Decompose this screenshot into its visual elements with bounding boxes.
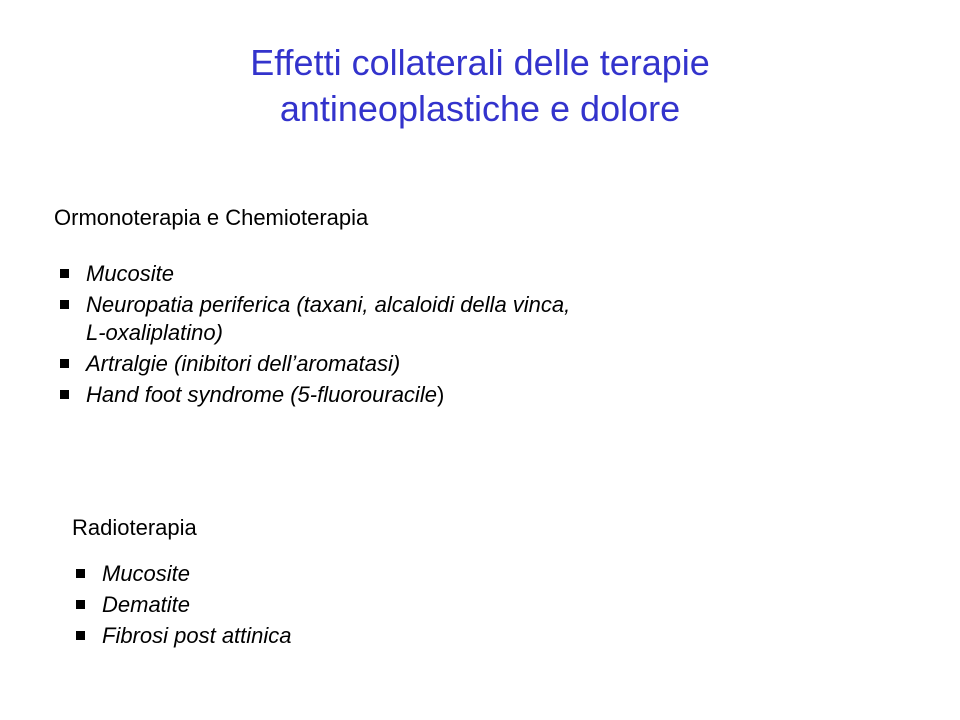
list-item-text: Hand foot syndrome (5-fluorouracile [86, 382, 437, 407]
slide-title-line-2: antineoplastiche e dolore [279, 88, 681, 129]
square-bullet-icon [76, 600, 85, 609]
list-item-text: Mucosite [102, 561, 191, 586]
square-bullet-icon [76, 569, 85, 578]
list-item-suffix: ) [436, 382, 445, 407]
radiotherapy-side-effects-list [74, 560, 674, 653]
square-bullet-icon [60, 269, 69, 278]
list-item [58, 381, 878, 409]
list-item-text: Fibrosi post attinica [102, 623, 292, 648]
list-item-continuation: L-oxaliplatino) [86, 320, 223, 345]
square-bullet-icon [76, 631, 85, 640]
list-item-text: Dematite [102, 592, 191, 617]
square-bullet-icon [60, 390, 69, 399]
list-item [74, 622, 674, 650]
list-item-text: Neuropatia periferica (taxani, alcaloidi della vinca, [86, 292, 571, 317]
list-item [74, 591, 674, 619]
square-bullet-icon [60, 359, 69, 368]
list-item-text: Artralgie (inibitori dell’aromatasi) [86, 351, 401, 376]
slide-title-line-1: Effetti collaterali delle terapie [250, 42, 710, 83]
list-item-text: Mucosite [86, 261, 175, 286]
list-item [58, 350, 878, 378]
section-heading-radiotherapy: Radioterapia [72, 515, 197, 540]
section-heading-chemotherapy: Ormonoterapia e Chemioterapia [54, 205, 369, 230]
list-item [74, 560, 674, 588]
list-item [58, 291, 878, 347]
slide-title [0, 40, 960, 132]
chemotherapy-side-effects-list [58, 260, 878, 412]
list-item [58, 260, 878, 288]
square-bullet-icon [60, 300, 69, 309]
